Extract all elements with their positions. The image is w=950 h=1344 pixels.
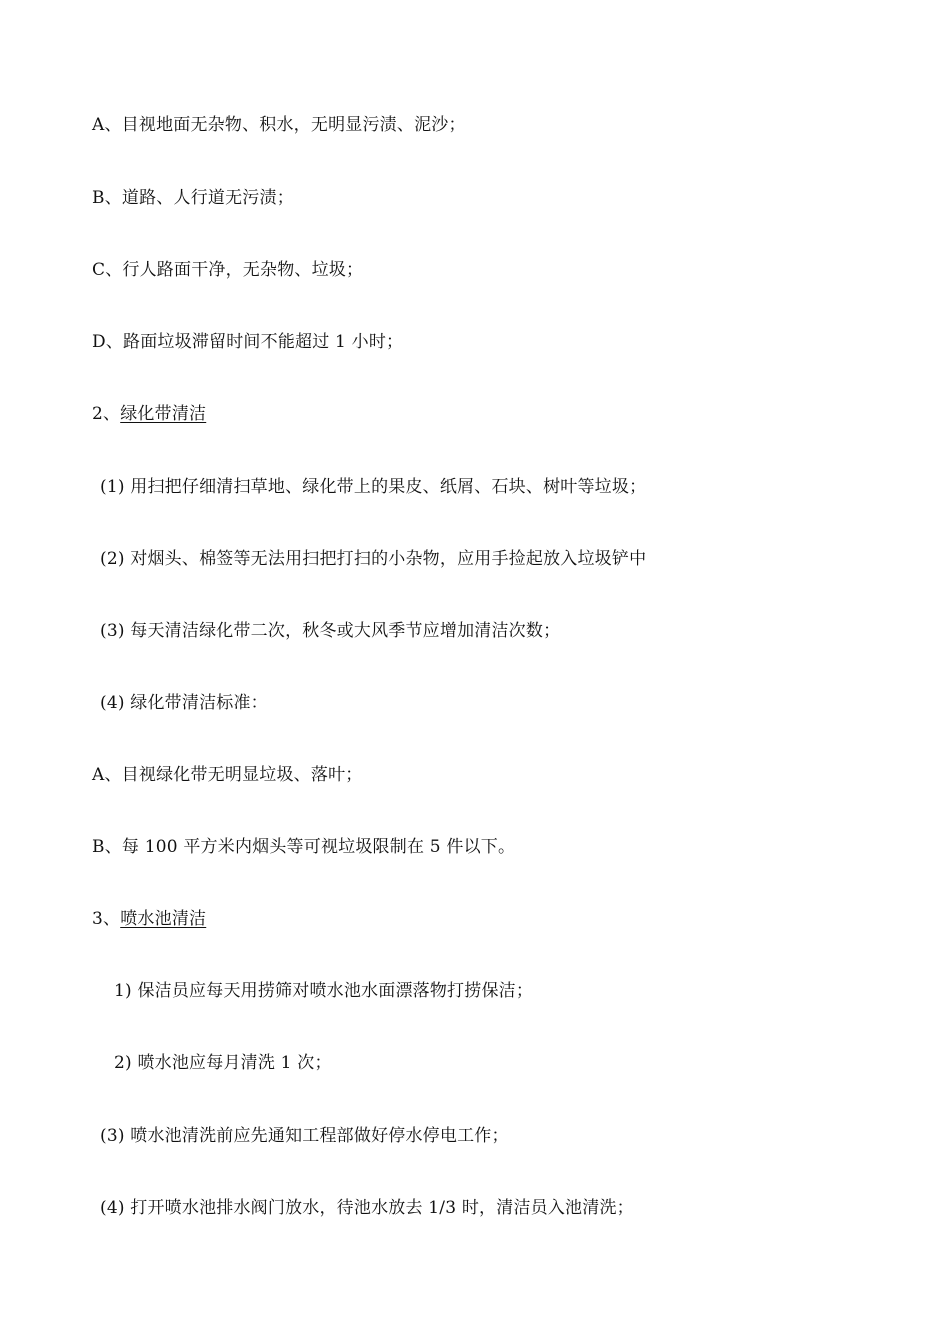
- paragraph-line: A、目视地面无杂物、积水，无明显污渍、泥沙；: [92, 115, 466, 135]
- section-number: 3、: [92, 909, 121, 929]
- paragraph-line: 2) 喷水池应每月清洗 1 次；: [114, 1053, 332, 1073]
- paragraph-line: (2) 对烟头、棉签等无法用扫把打扫的小杂物，应用手捡起放入垃圾铲中: [100, 549, 647, 569]
- paragraph-line: (4) 绿化带清洁标准：: [100, 693, 268, 713]
- paragraph-line: C、行人路面干净，无杂物、垃圾；: [92, 260, 364, 280]
- paragraph-line: (3) 喷水池清洗前应先通知工程部做好停水停电工作；: [100, 1126, 509, 1146]
- paragraph-line: B、道路、人行道无污渍；: [92, 188, 294, 208]
- paragraph-line: (1) 用扫把仔细清扫草地、绿化带上的果皮、纸屑、石块、树叶等垃圾；: [100, 477, 647, 497]
- paragraph-line: A、目视绿化带无明显垃圾、落叶；: [92, 765, 363, 785]
- section-title: 绿化带清洁: [120, 404, 207, 424]
- paragraph-line: 1) 保洁员应每天用捞筛对喷水池水面漂落物打捞保洁；: [114, 981, 534, 1001]
- paragraph-line: B、每 100 平方米内烟头等可视垃圾限制在 5 件以下。: [92, 837, 516, 857]
- paragraph-line: (3) 每天清洁绿化带二次，秋冬或大风季节应增加清洁次数；: [100, 621, 561, 641]
- paragraph-line: D、路面垃圾滞留时间不能超过 1 小时；: [92, 332, 404, 352]
- section-title: 喷水池清洁: [120, 909, 207, 929]
- section-heading: [92, 907, 206, 931]
- section-heading: [92, 402, 206, 426]
- section-number: 2、: [92, 404, 121, 424]
- paragraph-line: (4) 打开喷水池排水阀门放水，待池水放去 1/3 时，清洁员入池清洗；: [100, 1198, 634, 1218]
